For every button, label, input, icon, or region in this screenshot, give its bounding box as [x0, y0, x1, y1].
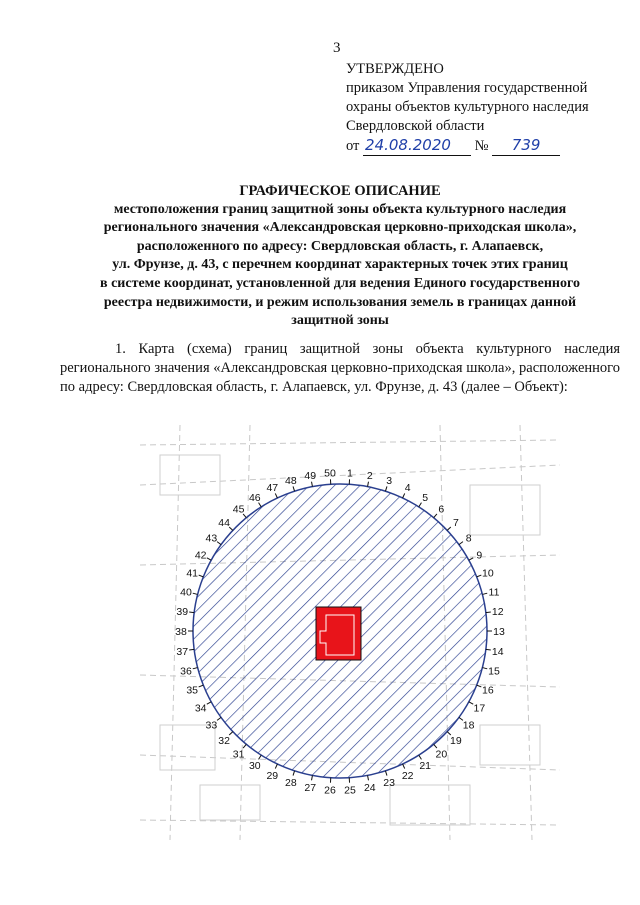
boundary-point-label: 23 — [383, 777, 395, 790]
boundary-point-label: 33 — [205, 719, 218, 732]
approval-date-row — [346, 136, 589, 156]
boundary-point-tick — [312, 775, 313, 780]
document-title — [60, 182, 620, 331]
boundary-point-tick — [312, 482, 313, 487]
boundary-point-tick — [486, 612, 491, 613]
boundary-point-label: 42 — [194, 549, 207, 562]
boundary-point-tick — [199, 575, 204, 577]
boundary-point-tick — [199, 685, 204, 687]
boundary-point-tick — [459, 542, 463, 545]
boundary-point-tick — [293, 771, 295, 776]
boundary-point-tick — [207, 702, 211, 704]
boundary-point-tick — [403, 493, 405, 498]
basemap-block — [160, 455, 220, 495]
boundary-point-label: 28 — [285, 777, 297, 790]
boundary-point-label: 3 — [386, 474, 393, 487]
handwritten-date: 24.08.2020 — [363, 136, 471, 156]
boundary-point-label: 36 — [180, 665, 192, 678]
basemap-line — [520, 425, 532, 840]
boundary-point-label: 19 — [450, 734, 462, 747]
zone-map — [140, 425, 560, 840]
boundary-point-tick — [385, 486, 387, 491]
boundary-point-label: 20 — [435, 748, 448, 761]
title-line: местоположения границ защитной зоны объекта культурного наследия — [113, 201, 567, 217]
boundary-point-label: 15 — [488, 665, 500, 678]
boundary-point-label: 50 — [324, 467, 336, 480]
boundary-point-label: 34 — [194, 702, 207, 715]
boundary-point-tick — [207, 558, 211, 560]
approval-line: охраны объектов культурного наследия — [346, 99, 589, 115]
boundary-point-tick — [477, 685, 482, 687]
boundary-point-label: 47 — [266, 482, 279, 495]
boundary-point-label: 41 — [186, 567, 199, 580]
boundary-point-label: 10 — [481, 567, 494, 580]
boundary-point-label: 25 — [344, 784, 356, 797]
boundary-point-label: 29 — [266, 769, 279, 782]
boundary-point-label: 32 — [218, 734, 230, 747]
basemap-block — [390, 785, 470, 825]
basemap-line — [140, 820, 560, 825]
boundary-point-tick — [419, 755, 422, 759]
map-svg — [140, 425, 560, 840]
boundary-point-label: 2 — [366, 469, 373, 482]
boundary-point-label: 38 — [175, 626, 187, 638]
boundary-point-label: 11 — [488, 586, 500, 599]
boundary-point-label: 39 — [176, 606, 189, 619]
boundary-point-label: 17 — [473, 702, 486, 715]
boundary-point-label: 48 — [285, 474, 297, 487]
boundary-point-label: 1 — [347, 467, 353, 480]
title-main: ГРАФИЧЕСКОЕ ОПИСАНИЕ — [239, 183, 441, 199]
boundary-point-label: 14 — [491, 645, 504, 658]
boundary-point-tick — [368, 775, 369, 780]
boundary-point-tick — [385, 771, 387, 776]
boundary-point-label: 9 — [476, 549, 483, 562]
paragraph-text: 1. Карта (схема) границ защитной зоны объекта культурного наследия регионального значения «Александровская церковно-приходская школа», расположенного по адресу: Свердловская область, г. Алапаевск, ул. Фрунзе, д. 43 (далее – Объект): — [60, 341, 620, 395]
boundary-point-tick — [482, 668, 487, 669]
boundary-point-tick — [368, 482, 369, 487]
boundary-point-label: 5 — [422, 491, 429, 504]
boundary-point-tick — [275, 493, 277, 498]
boundary-point-tick — [275, 764, 277, 769]
page-number: 3 — [333, 40, 341, 56]
boundary-point-label: 24 — [363, 782, 376, 795]
date-prefix: от — [346, 138, 360, 154]
boundary-point-tick — [447, 527, 451, 530]
boundary-point-label: 40 — [180, 586, 192, 599]
heritage-object — [316, 607, 361, 660]
boundary-point-label: 22 — [401, 769, 414, 782]
boundary-point-label: 49 — [304, 469, 317, 482]
approval-stamp — [346, 60, 589, 156]
boundary-point-tick — [469, 558, 473, 560]
boundary-point-tick — [293, 486, 295, 491]
boundary-point-label: 26 — [324, 784, 336, 797]
boundary-point-label: 7 — [452, 517, 459, 530]
title-line: защитной зоны — [291, 313, 389, 329]
boundary-point-tick — [189, 612, 194, 613]
title-line: в системе координат, установленной для ведения Единого государственного — [100, 275, 580, 291]
boundary-point-label: 35 — [186, 684, 199, 697]
title-line: расположенного по адресу: Свердловская область, г. Алапаевск, — [136, 238, 544, 254]
boundary-point-label: 30 — [248, 760, 261, 773]
basemap-line — [140, 440, 560, 445]
handwritten-number: 739 — [492, 136, 560, 156]
boundary-point-label: 46 — [248, 491, 261, 504]
number-prefix: № — [474, 138, 489, 154]
boundary-point-tick — [482, 593, 487, 594]
boundary-point-tick — [217, 542, 221, 545]
boundary-point-tick — [259, 755, 262, 759]
boundary-point-tick — [193, 593, 198, 594]
approval-line: приказом Управления государственной — [346, 80, 588, 96]
basemap-block — [160, 725, 215, 770]
basemap-block — [470, 485, 540, 535]
boundary-point-tick — [217, 717, 221, 720]
boundary-point-label: 21 — [419, 760, 432, 773]
basemap-block — [200, 785, 260, 820]
basemap-block — [480, 725, 540, 765]
paragraph-1 — [60, 340, 620, 397]
boundary-point-label: 8 — [465, 532, 472, 545]
boundary-point-label: 18 — [462, 719, 475, 732]
boundary-point-tick — [189, 649, 194, 650]
boundary-point-tick — [419, 503, 422, 507]
boundary-point-tick — [486, 649, 491, 650]
boundary-point-label: 6 — [438, 503, 445, 516]
approval-line: Свердловской области — [346, 118, 485, 134]
boundary-point-label: 4 — [404, 482, 411, 495]
approval-heading: УТВЕРЖДЕНО — [346, 61, 444, 77]
boundary-point-label: 45 — [232, 503, 245, 516]
boundary-point-label: 44 — [218, 517, 230, 530]
boundary-point-label: 16 — [481, 684, 494, 697]
boundary-point-label: 31 — [232, 748, 245, 761]
boundary-point-tick — [193, 668, 198, 669]
boundary-point-label: 27 — [304, 782, 317, 795]
title-line: регионального значения «Александровская церковно-приходская школа», — [103, 220, 577, 236]
boundary-point-tick — [434, 514, 437, 518]
boundary-point-tick — [477, 575, 482, 577]
boundary-point-label: 43 — [205, 532, 218, 545]
title-line: ул. Фрунзе, д. 43, с перечнем координат характерных точек этих границ — [112, 257, 568, 273]
boundary-point-label: 12 — [491, 606, 504, 619]
boundary-point-label: 37 — [176, 645, 189, 658]
title-line: реестра недвижимости, и режим использования земель в границах данной — [103, 294, 577, 310]
boundary-point-label: 13 — [493, 626, 505, 638]
